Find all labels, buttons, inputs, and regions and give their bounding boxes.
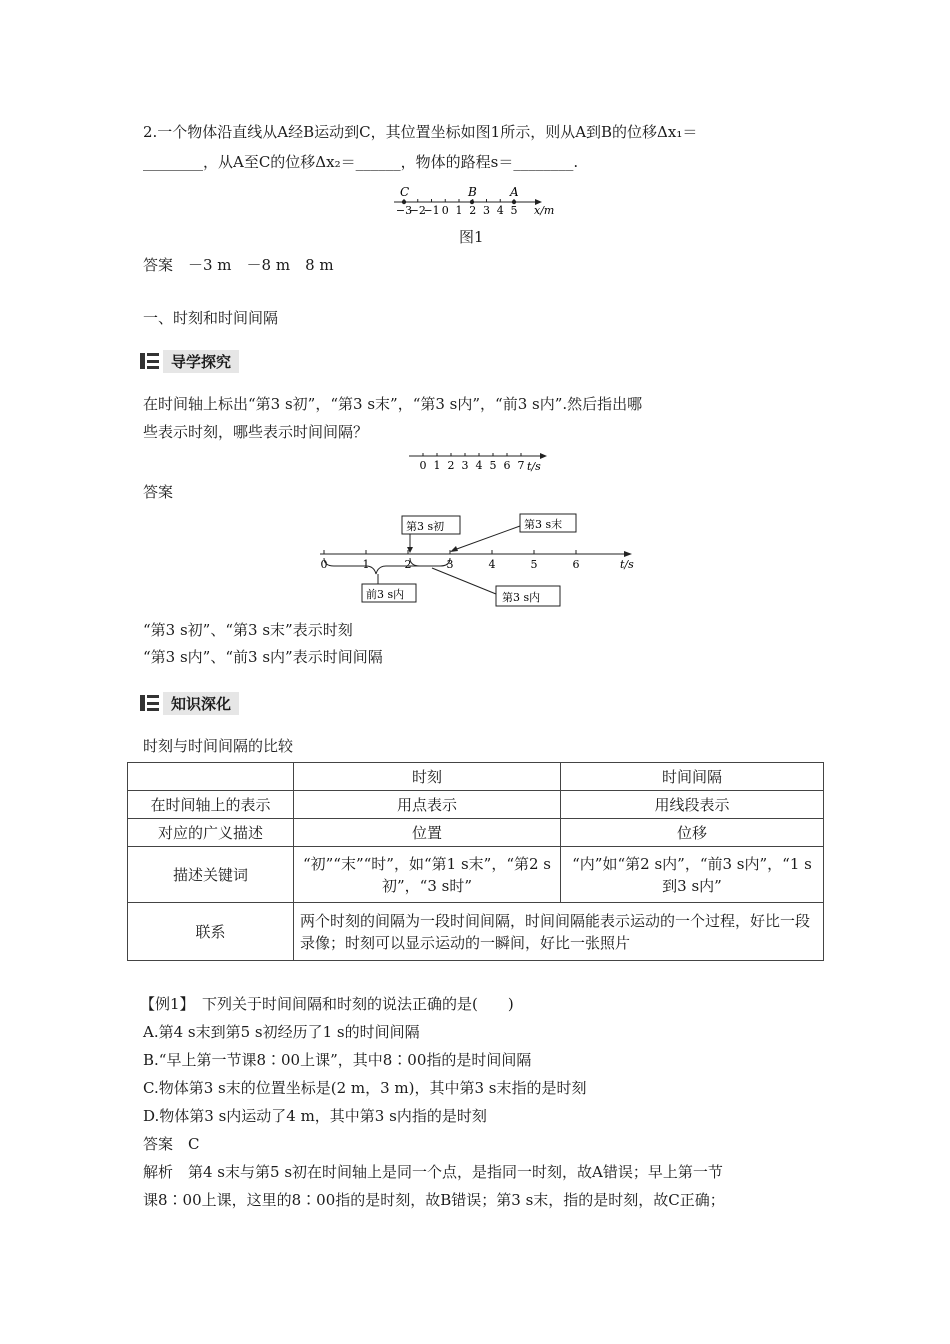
explore-answer-label: 答案 (143, 483, 174, 501)
axis3-tick-label: 2 (404, 558, 412, 571)
point-A-label: A (510, 185, 519, 199)
axis3-tick-label: 1 (362, 558, 370, 571)
example-option-d: D.物体第3 s内运动了4 m，其中第3 s内指的是时刻 (143, 1107, 487, 1125)
point-C-label: C (400, 185, 410, 199)
axis3-tick-label: 6 (572, 558, 580, 571)
table-row (128, 847, 824, 903)
table-header-row (128, 763, 824, 791)
table-row (128, 791, 824, 819)
question-2-line-2: ________，从A至C的位移Δx₂＝______，物体的路程s＝________. (143, 153, 579, 171)
end3-label: 第3 s末 (524, 518, 563, 531)
axis2-tick-label: 1 (433, 459, 441, 472)
point-B-label: B (468, 185, 477, 199)
answer-line-2: “第3 s内”、“前3 s内”表示时间间隔 (143, 648, 383, 666)
time-axis-blank (405, 448, 555, 476)
table-cell: 联系 (128, 903, 294, 961)
axis3-tick-label: 3 (446, 558, 454, 571)
fig1-tick-label: 1 (455, 204, 463, 217)
guide-explore-heading (140, 350, 239, 372)
axis3-tick-label: 5 (530, 558, 538, 571)
axis3-tick-label: 0 (320, 558, 328, 571)
point-B-dot (470, 200, 474, 204)
axis2-tick-label: 5 (489, 459, 497, 472)
fig1-tick-label: 2 (469, 204, 477, 217)
example-option-a: A.第4 s末到第5 s初经历了1 s的时间间隔 (143, 1023, 420, 1041)
example-analysis-line-1: 解析 第4 s末与第5 s初在时间轴上是同一个点，是指同一时刻，故A错误；早上第一节 (143, 1163, 723, 1181)
table-header-cell: 时刻 (294, 763, 561, 791)
x-axis-label: x/m (534, 204, 555, 217)
fig1-tick-label: 0 (441, 204, 449, 217)
guide-explore-label: 导学探究 (163, 350, 239, 373)
fig1-tick-label: 4 (496, 204, 504, 217)
explore-line-2: 些表示时刻，哪些表示时间间隔？ (143, 423, 369, 441)
section-icon (140, 353, 159, 369)
example-analysis-line-2: 课8∶00上课，这里的8∶00指的是时刻，故B错误；第3 s末，指的是时刻，故C正确； (143, 1191, 725, 1209)
axis2-tick-label: 3 (461, 459, 469, 472)
table-header-cell (128, 763, 294, 791)
table-header-cell: 时间间隔 (561, 763, 824, 791)
explore-line-1: 在时间轴上标出“第3 s初”，“第3 s末”，“第3 s内”，“前3 s内”.然后指出哪 (143, 395, 643, 413)
t-axis-label: t/s (527, 460, 541, 473)
example-answer: 答案 C (143, 1135, 200, 1153)
table-cell: “内”如“第2 s内”，“前3 s内”，“1 s到3 s内” (561, 847, 824, 903)
table-cell: 描述关键词 (128, 847, 294, 903)
figure-1-caption: 图1 (459, 228, 484, 246)
point-A-dot (512, 200, 516, 204)
first3-label: 前3 s内 (366, 588, 405, 601)
table-cell: 对应的广义描述 (128, 819, 294, 847)
example-option-c: C.物体第3 s末的位置坐标是(2 m，3 m)，其中第3 s末指的是时刻 (143, 1079, 587, 1097)
fig1-tick-label: −2 (409, 204, 426, 217)
table-cell: 位置 (294, 819, 561, 847)
axis2-tick-label: 0 (419, 459, 427, 472)
start3-label: 第3 s初 (406, 520, 445, 533)
table-cell: 位移 (561, 819, 824, 847)
answer-t-axis-label: t/s (620, 558, 634, 571)
third-label: 第3 s内 (502, 591, 541, 604)
example-1-title: 【例1】 下列关于时间间隔和时刻的说法正确的是( ) (140, 995, 514, 1013)
table-row (128, 819, 824, 847)
answer-line-1: “第3 s初”、“第3 s末”表示时刻 (143, 621, 353, 639)
fig1-tick-label: −3 (395, 204, 413, 217)
section-1-title: 一、时刻和时间间隔 (143, 309, 279, 327)
figure-1-number-line (390, 183, 570, 219)
section-icon (140, 695, 159, 711)
table-cell: 在时间轴上的表示 (128, 791, 294, 819)
axis2-tick-label: 6 (503, 459, 511, 472)
table-cell: 两个时刻的间隔为一段时间间隔，时间间隔能表示运动的一个过程，好比一段录像；时刻可以显示运动的一瞬间，好比一张照片 (294, 903, 824, 961)
point-C-dot (402, 200, 406, 204)
axis2-tick-label: 2 (447, 459, 455, 472)
table-cell: 用线段表示 (561, 791, 824, 819)
table-title: 时刻与时间间隔的比较 (143, 737, 294, 755)
fig1-tick-label: −1 (423, 204, 440, 217)
knowledge-label: 知识深化 (163, 692, 239, 715)
example-option-b: B.“早上第一节课8∶00上课”，其中8∶00指的是时间间隔 (143, 1051, 532, 1069)
table-row (128, 903, 824, 961)
comparison-table (127, 762, 824, 961)
answer-time-axis-figure (310, 510, 650, 615)
question-2-line-1: 2.一个物体沿直线从A经B运动到C，其位置坐标如图1所示，则从A到B的位移Δx₁＝ (143, 123, 698, 141)
table-cell: 用点表示 (294, 791, 561, 819)
fig1-tick-label: 3 (483, 204, 490, 217)
fig1-tick-label: 5 (510, 204, 518, 217)
axis2-tick-label: 7 (517, 459, 525, 472)
axis3-tick-label: 4 (488, 558, 496, 571)
table-cell: “初”“末”“时”，如“第1 s末”，“第2 s初”，“3 s时” (294, 847, 561, 903)
knowledge-heading (140, 692, 239, 714)
question-2-answer: 答案 －3 m －8 m 8 m (143, 256, 334, 274)
axis2-tick-label: 4 (475, 459, 483, 472)
